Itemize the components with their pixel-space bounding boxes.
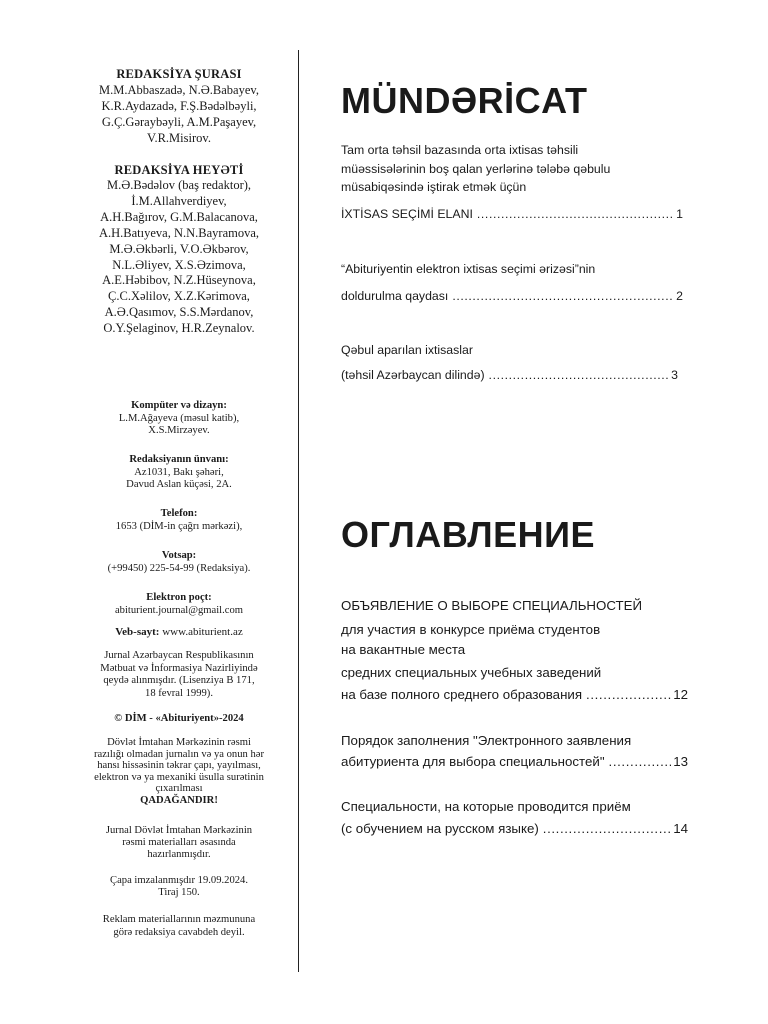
toc-entry-ru-1[interactable] — [341, 687, 688, 702]
whatsapp-label: Votsap: — [161, 550, 197, 561]
whatsapp-block — [70, 550, 288, 575]
prepared-line: rəsmi materialları əsasında — [122, 837, 236, 848]
notice-line: çıxarılması — [155, 783, 203, 794]
toc-entry-az-2-line1: “Abituriyentin elektron ixtisas seçimi ərizəsi”nin — [341, 262, 596, 276]
board-line: O.Y.Şelaginov, H.R.Zeynalov. — [103, 321, 255, 336]
advert-disclaimer — [70, 914, 288, 939]
toc-entry-title: İXTİSAS SEÇİMİ ELANI — [341, 207, 473, 221]
toc-entry-ru-1-line: на вакантные места — [341, 642, 466, 657]
registration-line: Mətbuat və İnformasiya Nazirliyində — [100, 662, 258, 674]
whatsapp-value: (+99450) 225-54-99 (Redaksiya). — [107, 562, 251, 574]
prepared-line: hazırlanmışdır. — [147, 849, 211, 860]
intro-line: müsabiqəsində iştirak etmək üçün — [341, 180, 527, 194]
board-line: Ç.C.Xəlilov, X.Z.Kərimova, — [108, 289, 250, 304]
toc-entry-ru-2-line1: Порядок заполнения "Электронного заявления — [341, 733, 632, 748]
editorial-council-title: REDAKSİYA ŞURASI — [116, 67, 242, 81]
notice-line: Dövlət İmtahan Mərkəzinin rəsmi — [107, 737, 251, 748]
notice-line: elektron və ya mexaniki üsulla surətinin — [94, 771, 264, 783]
toc-leader-dots — [543, 821, 671, 836]
board-line: M.Ə.Əkbərli, V.O.Əkbərov, — [109, 241, 249, 256]
print-info — [70, 875, 288, 899]
editorial-board-title: REDAKSİYA HEYƏTİ — [114, 163, 244, 177]
editorial-address — [70, 454, 288, 492]
board-line: A.H.Bağırov, G.M.Balacanova, — [100, 209, 258, 224]
toc-entry-az-2[interactable] — [341, 289, 683, 303]
reproduction-notice — [70, 737, 288, 806]
toc-entry-az-3[interactable] — [341, 368, 678, 382]
column-divider — [298, 50, 299, 972]
toc-entry-az-3-line1: Qəbul aparılan ixtisaslar — [341, 343, 473, 357]
toc-page-number: 12 — [673, 687, 688, 702]
website-label: Veb-sayt: — [115, 626, 160, 638]
address-line: Davud Aslan küçəsi, 2A. — [126, 479, 232, 491]
website-link[interactable]: www.abiturient.az — [162, 626, 243, 638]
toc-entry-az-1[interactable] — [341, 207, 683, 221]
contents-heading-ru: ОГЛАВЛЕНИЕ — [341, 514, 596, 555]
board-line: A.H.Batıyeva, N.N.Bayramova, — [98, 225, 260, 240]
toc-page-number: 14 — [673, 821, 688, 836]
council-line: V.R.Misirov. — [147, 130, 211, 145]
print-date: Çapa imzalanmışdır 19.09.2024. — [110, 875, 248, 886]
toc-leader-dots — [452, 289, 674, 303]
email-label: Elektron poçt: — [146, 592, 212, 603]
toc-page-number: 13 — [673, 754, 688, 769]
council-line: G.Ç.Gəraybəyli, A.M.Paşayev, — [101, 114, 257, 129]
phone-block — [70, 508, 288, 533]
board-line: A.Ə.Qasımov, S.S.Mərdanov, — [104, 305, 254, 320]
prepared-line: Jurnal Dövlət İmtahan Mərkəzinin — [105, 825, 253, 836]
registration-line: qeydə alınmışdır. (Lisenziya B 171, — [103, 675, 255, 687]
toc-leader-dots — [489, 368, 670, 382]
toc-page-number: 1 — [676, 207, 683, 221]
toc-page-number: 3 — [671, 368, 678, 382]
website-block — [70, 626, 288, 638]
disclaimer-line: görə redaksiya cavabdeh deyil. — [113, 926, 245, 938]
prepared-notice — [70, 825, 288, 861]
toc-entry-title: (с обучением на русском языке) — [341, 821, 539, 836]
design-credits — [70, 400, 288, 438]
email-block — [70, 592, 288, 617]
toc-entry-title: на базе полного среднего образования — [341, 687, 583, 702]
toc-entry-title: абитуриента для выбора специальностей" — [341, 754, 605, 769]
phone-value: 1653 (DİM-in çağrı mərkəzi), — [115, 520, 243, 532]
contents-heading-az: MÜNDƏRİCAT — [341, 80, 588, 121]
notice-line: hansı hissəsinin təkrar çapı, yayılması, — [97, 760, 261, 771]
address-line: Az1031, Bakı şəhəri, — [134, 466, 224, 478]
toc-entry-ru-1-line: средних специальных учебных заведений — [341, 665, 602, 680]
copyright-text: © DİM - «Abituriyent»-2024 — [114, 713, 244, 724]
toc-entry-ru-3-line1: Специальности, на которые проводится приём — [341, 799, 631, 814]
council-line: K.R.Aydazadə, F.Ş.Bədəlbəyli, — [101, 98, 257, 113]
registration-notice — [70, 650, 288, 700]
editorial-council-members — [70, 83, 288, 147]
address-label: Redaksiyanın ünvanı: — [129, 454, 229, 465]
board-line: A.E.Həbibov, N.Z.Hüseynova, — [102, 273, 256, 288]
intro-line: müəssisələrinin boş qalan yerlərinə tələbə qəbulu — [341, 162, 611, 176]
design-line: L.M.Ağayeva (məsul katib), — [118, 412, 240, 424]
toc-leader-dots — [609, 754, 672, 769]
intro-line: Tam orta təhsil bazasında orta ixtisas təhsili — [341, 143, 579, 157]
print-run: Tiraj 150. — [158, 887, 200, 898]
editorial-board-members — [70, 178, 288, 337]
board-line: İ.M.Allahverdiyev, — [131, 193, 227, 208]
toc-entry-title: (təhsil Azərbaycan dilində) — [341, 368, 485, 382]
toc-leader-dots — [477, 207, 674, 221]
design-line: X.S.Mirzəyev. — [148, 425, 210, 437]
council-line: M.M.Abbaszadə, N.Ə.Babayev, — [99, 83, 259, 97]
notice-line: razılığı olmadan jurnalın və ya onun hər — [93, 748, 265, 760]
board-line: M.Ə.Bədəlov (baş redaktor), — [106, 178, 252, 192]
registration-line: Jurnal Azərbaycan Respublikasının — [104, 650, 254, 661]
toc-entry-title: doldurulma qaydası — [341, 289, 449, 303]
toc-entry-ru-2[interactable] — [341, 754, 688, 769]
forbidden-text: QADAĞANDIR! — [140, 794, 218, 806]
copyright-line — [70, 713, 288, 726]
toc-entry-ru-3[interactable] — [341, 821, 688, 836]
email-value[interactable]: abiturient.journal@gmail.com — [114, 604, 244, 616]
toc-entry-ru-1-line: ОБЪЯВЛЕНИЕ О ВЫБОРЕ СПЕЦИАЛЬНОСТЕЙ — [341, 598, 643, 613]
phone-label: Telefon: — [160, 508, 198, 519]
board-line: N.L.Əliyev, X.S.Əzimova, — [112, 257, 246, 272]
design-label: Kompüter və dizayn: — [131, 400, 227, 411]
toc-entry-ru-1-line: для участия в конкурсе приёма студентов — [341, 622, 601, 637]
disclaimer-line: Reklam materiallarının məzmununa — [102, 914, 256, 925]
registration-line: 18 fevral 1999). — [145, 687, 213, 699]
toc-page-number: 2 — [676, 289, 683, 303]
toc-leader-dots — [586, 687, 671, 702]
